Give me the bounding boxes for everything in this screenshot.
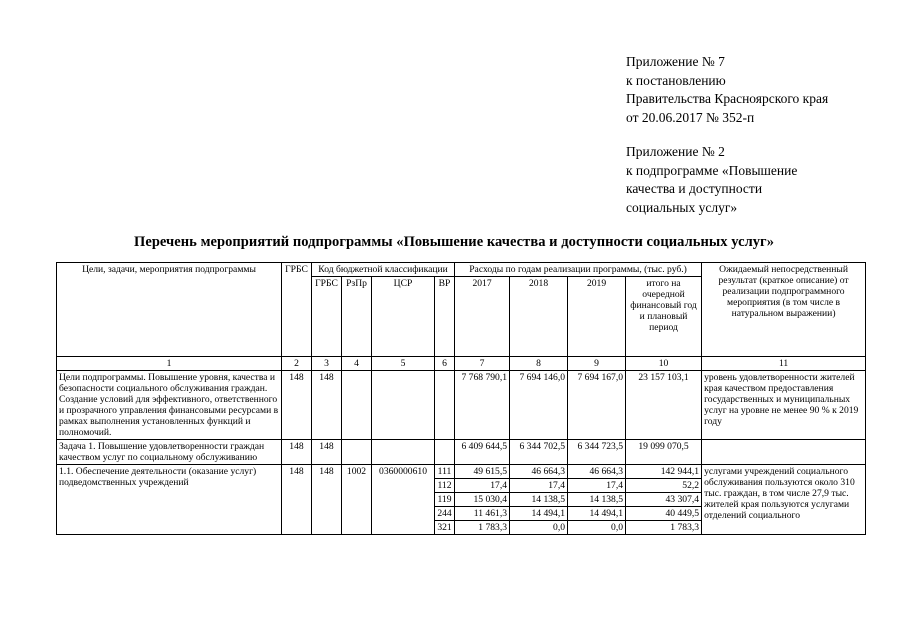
task1-2017: 6 409 644,5 xyxy=(455,440,510,465)
appendix-line: качества и доступности xyxy=(626,181,763,196)
column-number-row xyxy=(57,357,866,371)
task1-name: Задача 1. Повышение удовлетворенности граждан качеством услуг по социальному обслуживанию xyxy=(57,440,282,465)
goals-vr xyxy=(435,371,455,440)
appendix-line: от 20.06.2017 № 352-п xyxy=(626,109,755,125)
item-1-1-csr: 0360000610 xyxy=(372,465,435,535)
value-2017: 11 461,3 xyxy=(455,507,510,521)
vr-cell: 111 xyxy=(435,465,455,479)
goals-2018: 7 694 146,0 xyxy=(510,371,568,440)
header-expenses: Расходы по годам реализации программы, (тыс. руб.) xyxy=(455,263,702,277)
value-2019: 46 664,3 xyxy=(568,465,626,479)
value-2017: 17,4 xyxy=(455,479,510,493)
value-2019: 14 494,1 xyxy=(568,507,626,521)
goals-csr xyxy=(372,371,435,440)
task1-vr xyxy=(435,440,455,465)
task1-grbs-code: 148 xyxy=(312,440,342,465)
column-number: 9 xyxy=(568,357,626,371)
column-number: 7 xyxy=(455,357,510,371)
task1-csr xyxy=(372,440,435,465)
goals-2017: 7 768 790,1 xyxy=(455,371,510,440)
header-budget-code: Код бюджетной классификации xyxy=(312,263,455,277)
column-number: 8 xyxy=(510,357,568,371)
value-total: 43 307,4 xyxy=(626,493,702,507)
value-2018: 14 138,5 xyxy=(510,493,568,507)
document-title: Перечень мероприятий подпрограммы «Повышение качества и доступности социальных услуг» xyxy=(134,234,774,250)
header-sub-rzpr: РзПр xyxy=(342,277,372,357)
appendix-line: Приложение № 2 xyxy=(626,144,725,159)
value-2017: 1 783,3 xyxy=(455,521,510,535)
header-sub-2017: 2017 xyxy=(455,277,510,357)
appendix-line: к подпрограмме «Повышение xyxy=(626,162,798,178)
task1-grbs: 148 xyxy=(282,440,312,465)
value-2017: 49 615,5 xyxy=(455,465,510,479)
table-row-1-1 xyxy=(57,465,866,479)
column-number: 2 xyxy=(282,357,312,371)
column-number: 1 xyxy=(57,357,282,371)
appendix-2-block xyxy=(626,143,797,217)
column-number: 11 xyxy=(702,357,866,371)
header-sub-csr: ЦСР xyxy=(372,277,435,357)
value-2018: 0,0 xyxy=(510,521,568,535)
goals-total: 23 157 103,1 xyxy=(626,371,702,440)
vr-cell: 244 xyxy=(435,507,455,521)
value-total: 142 944,1 xyxy=(626,465,702,479)
column-number: 5 xyxy=(372,357,435,371)
column-number: 3 xyxy=(312,357,342,371)
item-1-1-result: услугами учреждений социального обслуживания пользуются около 310 тыс. граждан, в том числе 27,9 тыс. жителей края пользуются услугами отделений социального xyxy=(702,465,866,535)
value-2018: 17,4 xyxy=(510,479,568,493)
measures-table xyxy=(56,262,866,535)
item-1-1-grbs-code: 148 xyxy=(312,465,342,535)
task1-total: 19 099 070,5 xyxy=(626,440,702,465)
appendix-7-block xyxy=(626,53,828,127)
item-1-1-rzpr: 1002 xyxy=(342,465,372,535)
task1-2018: 6 344 702,5 xyxy=(510,440,568,465)
column-number: 10 xyxy=(626,357,702,371)
goals-grbs-code: 148 xyxy=(312,371,342,440)
vr-cell: 119 xyxy=(435,493,455,507)
vr-cell: 321 xyxy=(435,521,455,535)
item-1-1-grbs: 148 xyxy=(282,465,312,535)
item-1-1-name: 1.1. Обеспечение деятельности (оказание услуг) подведомственных учреждений xyxy=(57,465,282,535)
task1-rzpr xyxy=(342,440,372,465)
goals-grbs: 148 xyxy=(282,371,312,440)
goals-rzpr xyxy=(342,371,372,440)
header-sub-2018: 2018 xyxy=(510,277,568,357)
column-number: 4 xyxy=(342,357,372,371)
header-grbs: ГРБС xyxy=(282,263,312,357)
value-2019: 14 138,5 xyxy=(568,493,626,507)
goals-name: Цели подпрограммы. Повышение уровня, качества и безопасности социального обслуживания граждан. Создание условий для эффективного, ответственного и прозрачного управления финансовыми ресурсами в рамках выполнения установленных функций и полномочий. xyxy=(57,371,282,440)
value-2017: 15 030,4 xyxy=(455,493,510,507)
value-total: 52,2 xyxy=(626,479,702,493)
header-result: Ожидаемый непосредственный результат (краткое описание) от реализации подпрограммного мероприятия (в том числе в натуральном выражении) xyxy=(702,263,866,357)
goals-2019: 7 694 167,0 xyxy=(568,371,626,440)
value-2018: 46 664,3 xyxy=(510,465,568,479)
header-sub-2019: 2019 xyxy=(568,277,626,357)
vr-cell: 112 xyxy=(435,479,455,493)
value-2019: 0,0 xyxy=(568,521,626,535)
table-row-task1 xyxy=(57,440,866,465)
header-sub-vr: ВР xyxy=(435,277,455,357)
value-2018: 14 494,1 xyxy=(510,507,568,521)
value-2019: 17,4 xyxy=(568,479,626,493)
value-total: 40 449,5 xyxy=(626,507,702,521)
goals-result: уровень удовлетворенности жителей края качеством предоставления государственных и муниципальных услуг на уровне не менее 90 % к 2019 году xyxy=(702,371,866,440)
value-total: 1 783,3 xyxy=(626,521,702,535)
task1-2019: 6 344 723,5 xyxy=(568,440,626,465)
appendix-line: Правительства Красноярского края xyxy=(626,91,829,106)
header-row xyxy=(57,263,866,277)
header-sub-grbs: ГРБС xyxy=(312,277,342,357)
column-number: 6 xyxy=(435,357,455,371)
table-row-goals xyxy=(57,371,866,440)
header-goals: Цели, задачи, мероприятия подпрограммы xyxy=(57,263,282,357)
appendix-line: к постановлению xyxy=(626,72,726,88)
header-sub-total: итого на очередной финансовый год и плановый период xyxy=(626,277,702,357)
appendix-line: социальных услуг» xyxy=(626,199,738,215)
appendix-line: Приложение № 7 xyxy=(626,54,725,69)
task1-result xyxy=(702,440,866,465)
